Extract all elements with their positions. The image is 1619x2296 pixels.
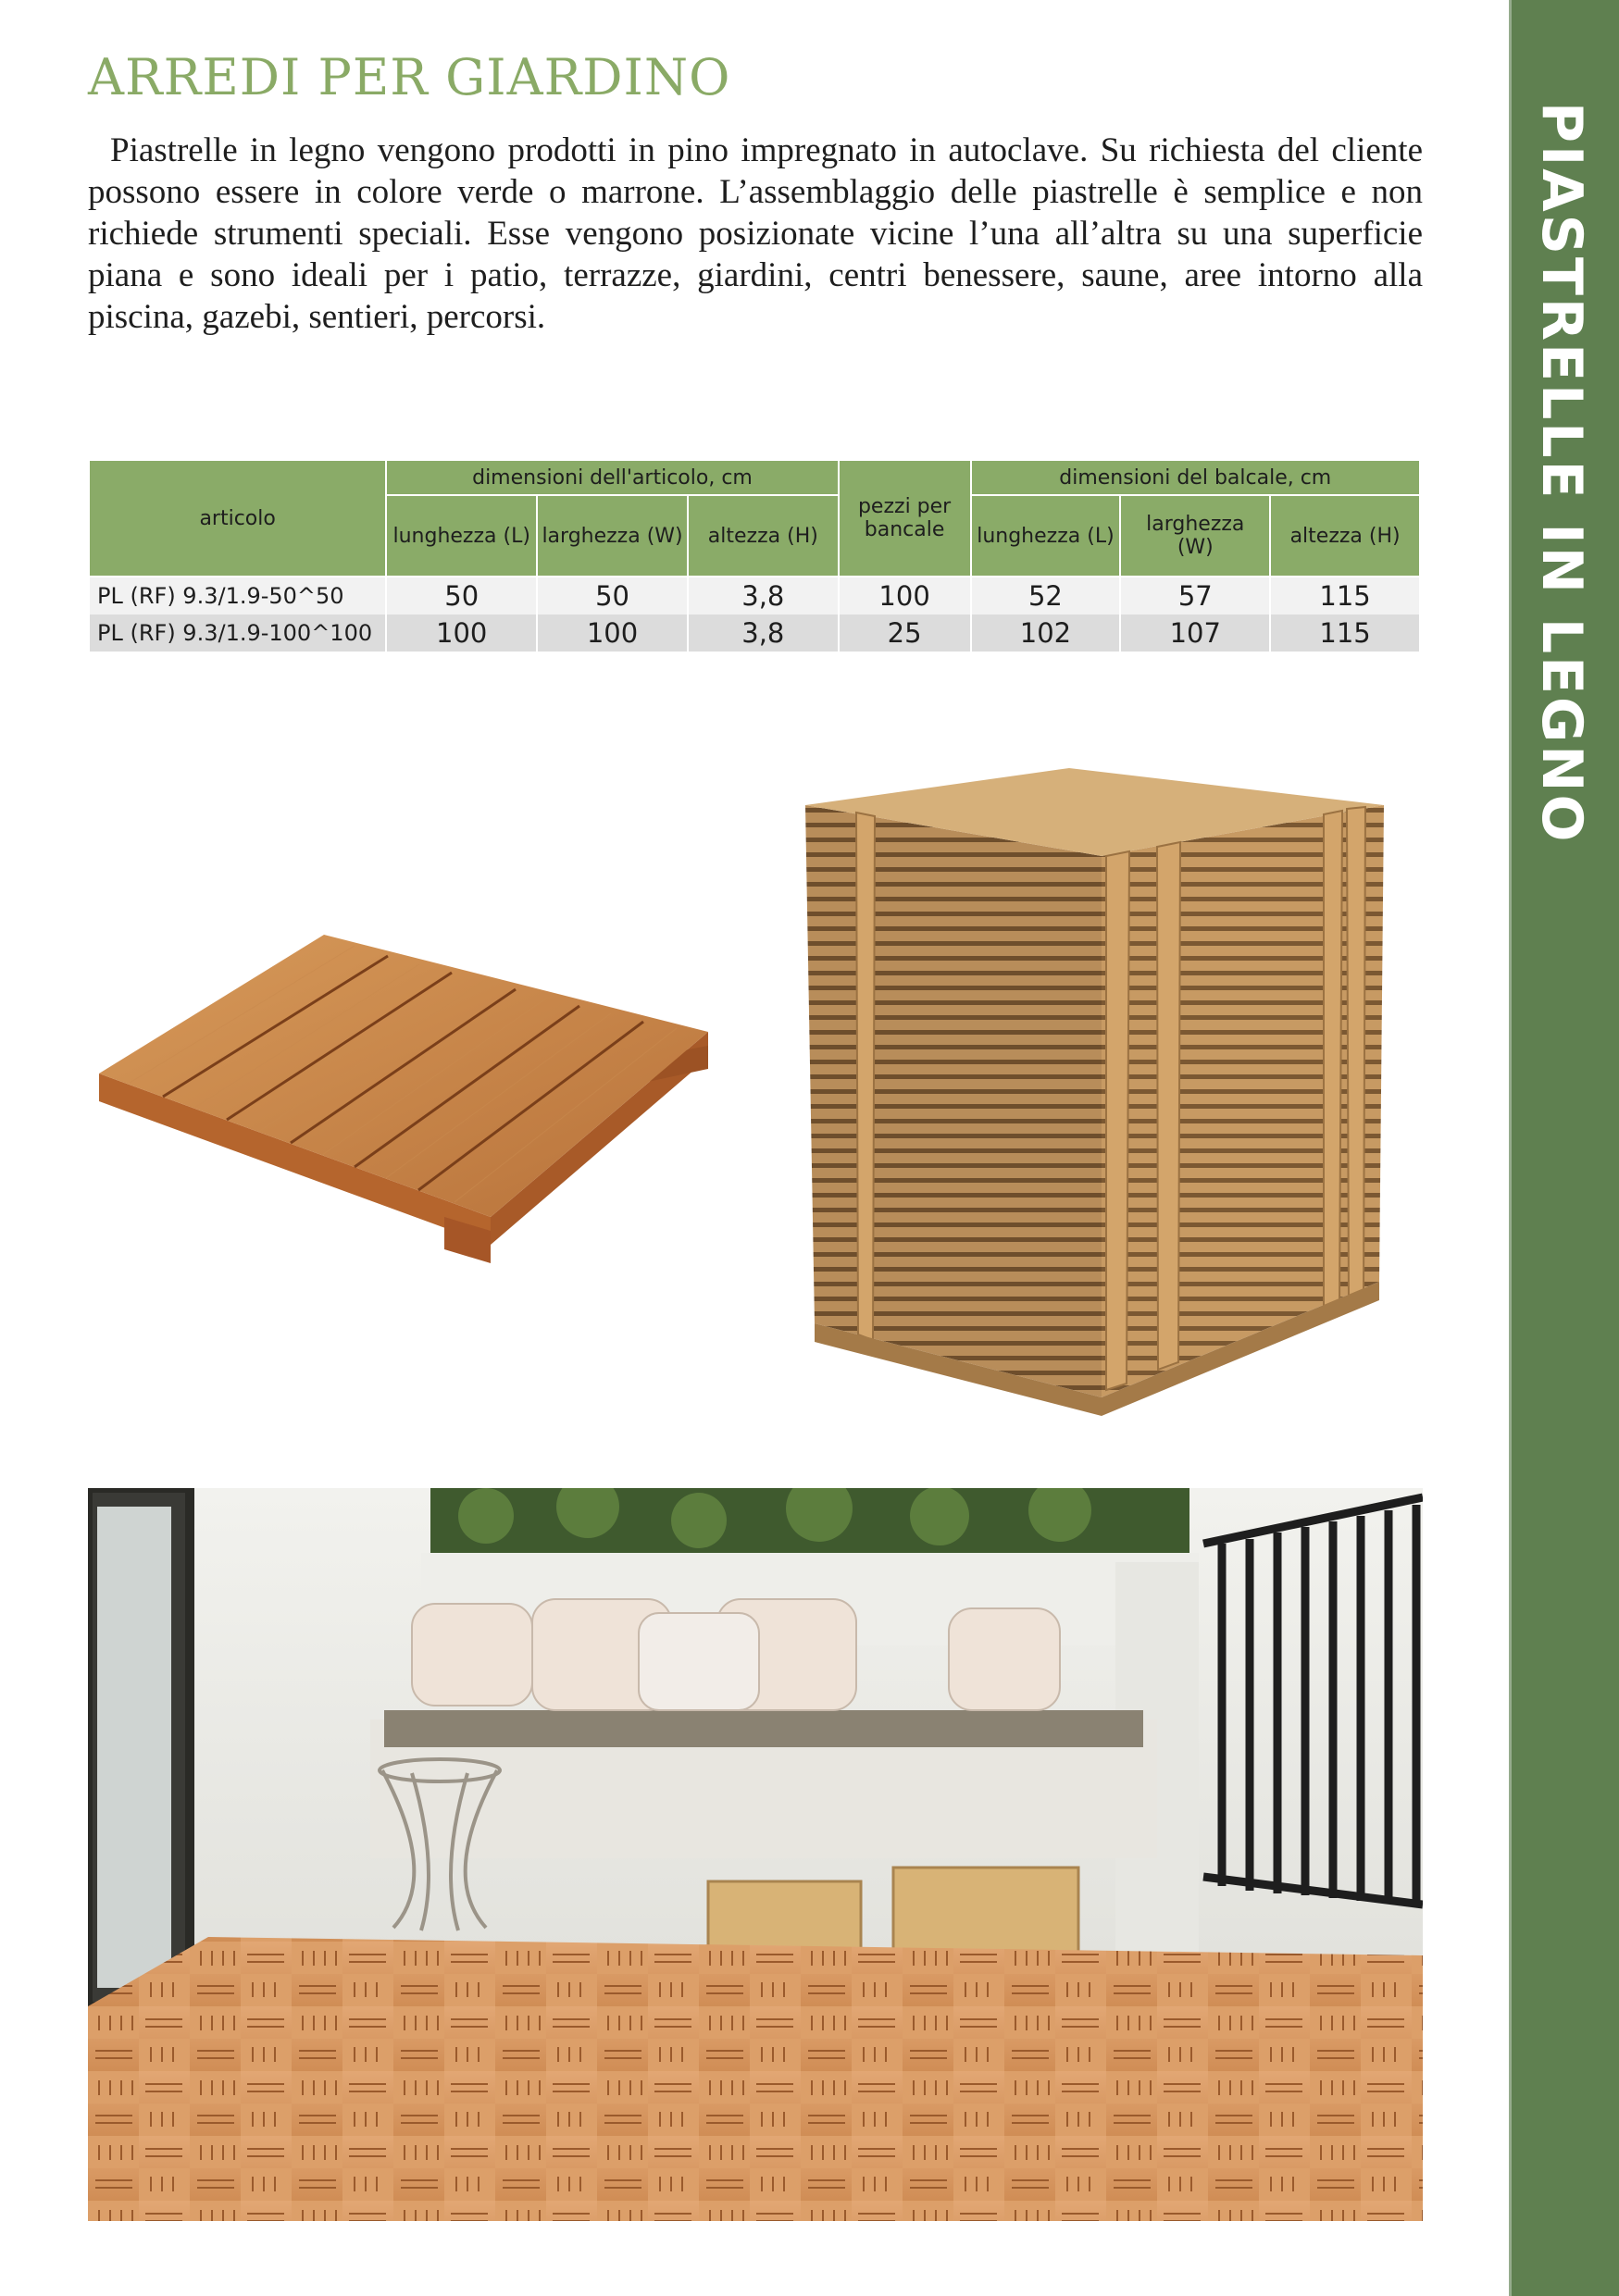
header-pallet-length: lunghezza (L) bbox=[971, 495, 1121, 577]
table-row bbox=[89, 577, 1420, 614]
cell-pallet-width: 57 bbox=[1120, 577, 1270, 614]
header-article: articolo bbox=[89, 460, 386, 577]
cell-length: 100 bbox=[386, 614, 537, 652]
intro-paragraph: Piastrelle in legno vengono prodotti in pino impregnato in autoclave. Su richiesta del cliente possono essere in colore verde o marrone. L’assemblaggio delle piastrelle è semplice e non richiede strumenti speciali. Esse vengono posizionate vicine l’una all’altra su una superficie piana e sono ideali per i patio, terrazze, giardini, centri benessere, saune, aree intorno alla piscina, gazebi, sentieri, percorsi. bbox=[88, 131, 1423, 336]
header-item-dimensions: dimensioni dell'articolo, cm bbox=[386, 460, 838, 495]
header-height: altezza (H) bbox=[688, 495, 839, 577]
single-tile-photo bbox=[88, 912, 717, 1282]
table-row bbox=[89, 614, 1420, 652]
cell-width: 100 bbox=[537, 614, 688, 652]
header-pallet-height: altezza (H) bbox=[1270, 495, 1420, 577]
cell-pallet-width: 107 bbox=[1120, 614, 1270, 652]
balcony-scene-photo bbox=[88, 1488, 1423, 2221]
article-code: PL (RF) 9.3/1.9-50^50 bbox=[89, 577, 386, 614]
spec-table bbox=[88, 459, 1421, 652]
cell-pieces: 25 bbox=[839, 614, 971, 652]
cell-pallet-height: 115 bbox=[1270, 614, 1420, 652]
header-pallet-width: larghezza (W) bbox=[1120, 495, 1270, 577]
cell-pallet-length: 52 bbox=[971, 577, 1121, 614]
header-length: lunghezza (L) bbox=[386, 495, 537, 577]
article-code: PL (RF) 9.3/1.9-100^100 bbox=[89, 614, 386, 652]
page-title: ARREDI PER GIARDINO bbox=[88, 48, 731, 106]
cell-pallet-length: 102 bbox=[971, 614, 1121, 652]
cell-length: 50 bbox=[386, 577, 537, 614]
pallet-stack-photo bbox=[801, 768, 1393, 1421]
header-pallet-dimensions: dimensioni del balcale, cm bbox=[971, 460, 1420, 495]
cell-height: 3,8 bbox=[688, 614, 839, 652]
cell-pieces: 100 bbox=[839, 577, 971, 614]
cell-width: 50 bbox=[537, 577, 688, 614]
cell-pallet-height: 115 bbox=[1270, 577, 1420, 614]
side-title: PIASTRELLE IN LEGNO bbox=[1529, 102, 1594, 845]
cell-height: 3,8 bbox=[688, 577, 839, 614]
header-width: larghezza (W) bbox=[537, 495, 688, 577]
header-pieces-per-pallet: pezzi per bancale bbox=[839, 460, 971, 577]
